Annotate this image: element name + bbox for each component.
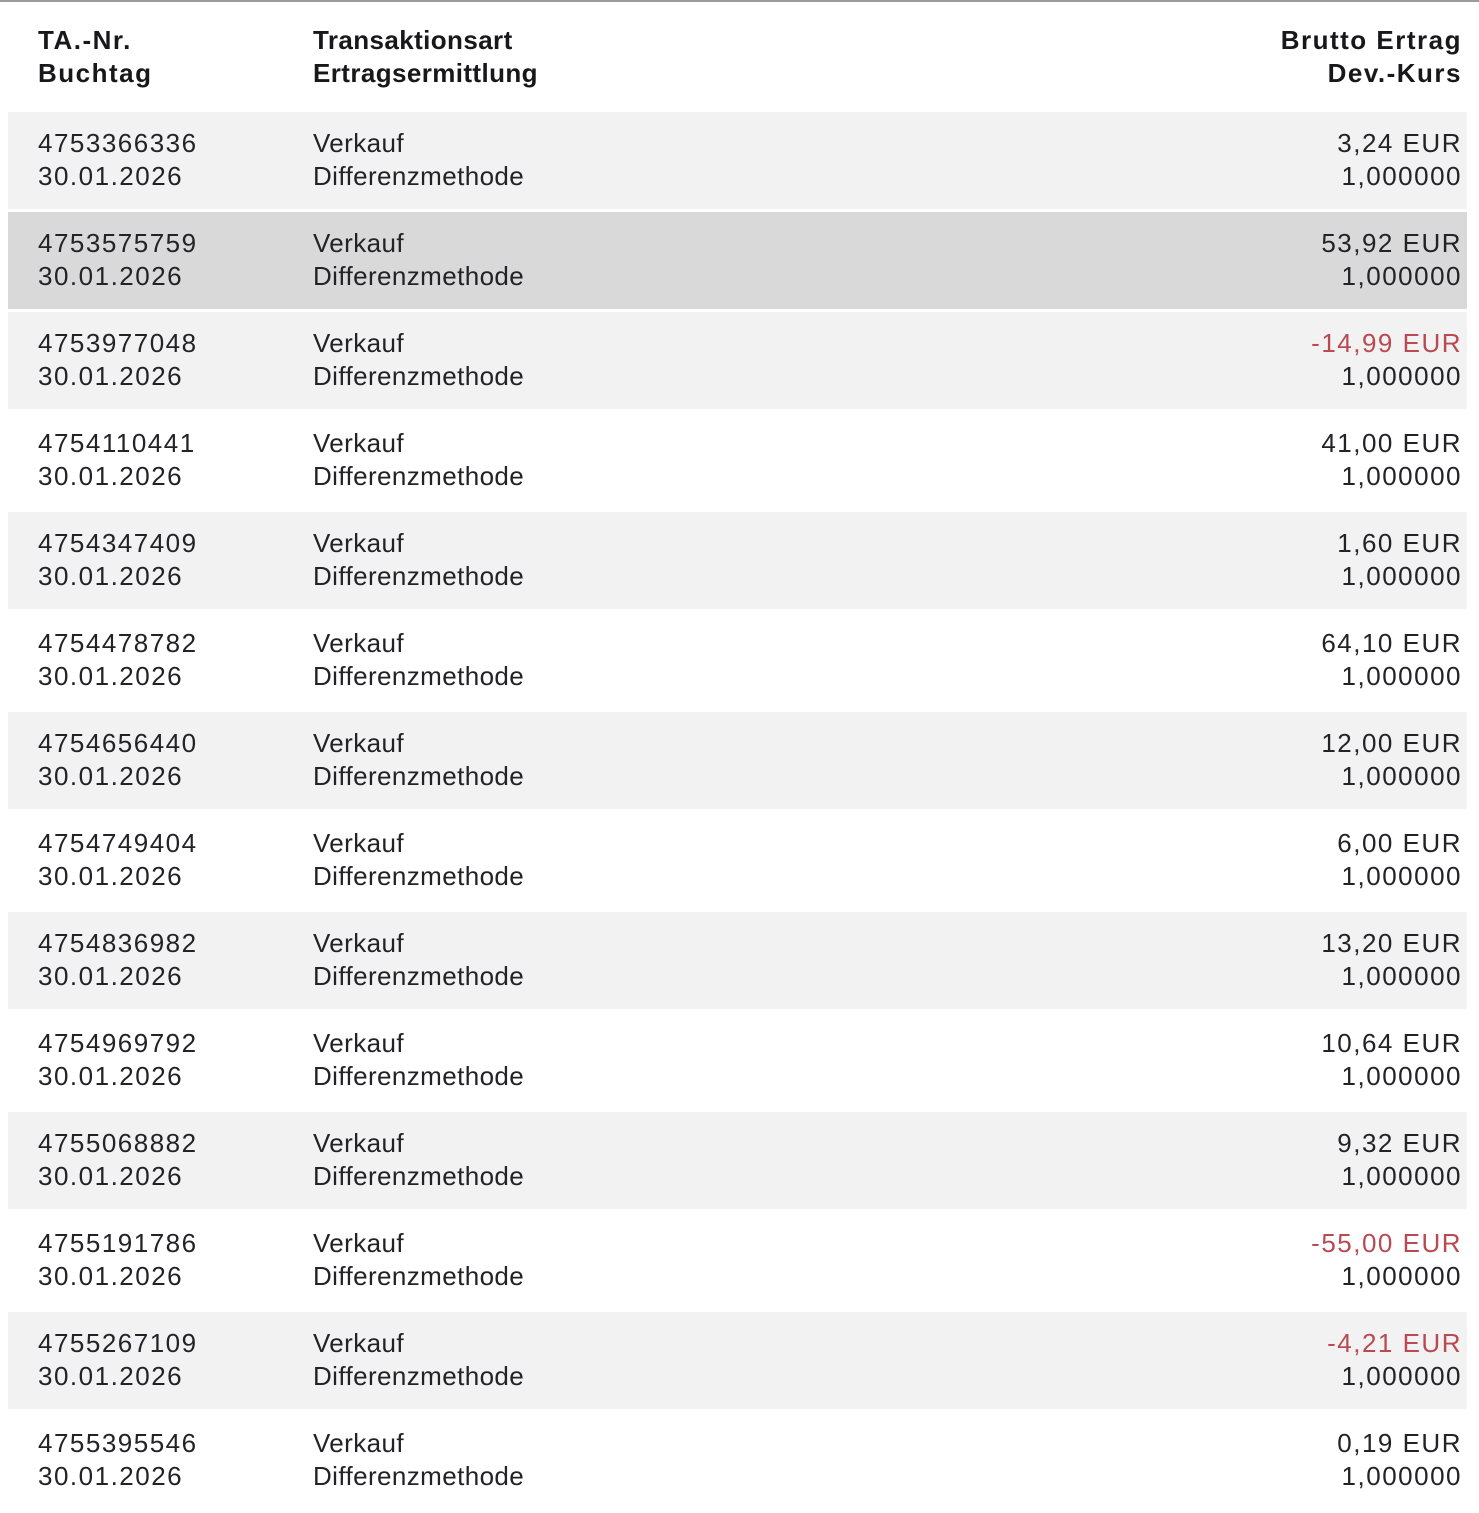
cell-transaktionsart [313,527,1337,609]
transaktionsart-value: Verkauf [313,828,404,858]
brutto-ertrag-value: 64,10 EUR [1321,628,1462,658]
table-header [8,24,1467,90]
buchtag-value: 30.01.2026 [38,161,184,191]
header-col-ta-nr-buchtag [38,24,313,90]
ta-nr-value: 4753977048 [38,328,198,358]
transaction-row[interactable] [8,512,1467,609]
ertragsermittlung-value: Differenzmethode [313,761,525,791]
dev-kurs-value: 1,000000 [1341,1261,1462,1291]
brutto-ertrag-value: 53,92 EUR [1321,228,1462,258]
dev-kurs-value: 1,000000 [1341,461,1462,491]
transaction-row[interactable] [8,112,1467,209]
cell-ta-nr-buchtag [38,427,313,509]
transaction-row[interactable] [8,1012,1467,1109]
ta-nr-value: 4754836982 [38,928,198,958]
buchtag-value: 30.01.2026 [38,361,184,391]
buchtag-value: 30.01.2026 [38,561,184,591]
transaction-row[interactable] [8,812,1467,909]
dev-kurs-value: 1,000000 [1341,761,1462,791]
buchtag-value: 30.01.2026 [38,1361,184,1391]
cell-brutto-ertrag [1321,1027,1462,1109]
ta-nr-value: 4754478782 [38,628,198,658]
cell-brutto-ertrag [1337,1427,1462,1509]
dev-kurs-value: 1,000000 [1341,1461,1462,1491]
transaction-row[interactable] [8,1112,1467,1209]
transaction-row[interactable] [8,1312,1467,1409]
transaktionsart-value: Verkauf [313,428,404,458]
cell-ta-nr-buchtag [38,627,313,709]
cell-transaktionsart [313,1127,1337,1209]
transaktionsart-value: Verkauf [313,1328,404,1358]
ertragsermittlung-value: Differenzmethode [313,1461,525,1491]
dev-kurs-value: 1,000000 [1341,661,1462,691]
ta-nr-value: 4755191786 [38,1228,198,1258]
buchtag-value: 30.01.2026 [38,661,184,691]
ertragsermittlung-value: Differenzmethode [313,561,525,591]
ta-nr-value: 4754969792 [38,1028,198,1058]
ertragsermittlung-value: Differenzmethode [313,361,525,391]
ta-nr-value: 4753575759 [38,228,198,258]
dev-kurs-value: 1,000000 [1341,1061,1462,1091]
transaktionsart-value: Verkauf [313,1028,404,1058]
brutto-ertrag-value: 12,00 EUR [1321,728,1462,758]
ertragsermittlung-value: Differenzmethode [313,661,525,691]
ta-nr-value: 4754110441 [38,428,196,458]
header-col-brutto-ertrag [1281,24,1462,90]
cell-transaktionsart [313,1227,1311,1309]
brutto-ertrag-value: -4,21 EUR [1327,1328,1462,1358]
transaktionsart-value: Verkauf [313,1428,404,1458]
cell-brutto-ertrag [1321,227,1462,309]
cell-brutto-ertrag [1337,827,1462,909]
dev-kurs-value: 1,000000 [1341,861,1462,891]
dev-kurs-value: 1,000000 [1341,1361,1462,1391]
cell-brutto-ertrag [1321,627,1462,709]
header-brutto-ertrag-label: Brutto Ertrag [1280,25,1462,55]
ta-nr-value: 4754656440 [38,728,198,758]
buchtag-value: 30.01.2026 [38,1061,184,1091]
cell-brutto-ertrag [1327,1327,1462,1409]
cell-transaktionsart [313,727,1321,809]
brutto-ertrag-value: -14,99 EUR [1311,328,1462,358]
top-divider [0,0,1479,2]
header-dev-kurs-label: Dev.-Kurs [1327,58,1462,88]
ta-nr-value: 4754749404 [38,828,198,858]
ertragsermittlung-value: Differenzmethode [313,461,525,491]
cell-ta-nr-buchtag [38,1227,313,1309]
table-body [8,112,1467,1509]
dev-kurs-value: 1,000000 [1341,561,1462,591]
cell-brutto-ertrag [1321,427,1462,509]
dev-kurs-value: 1,000000 [1341,361,1462,391]
cell-transaktionsart [313,127,1337,209]
cell-transaktionsart [313,427,1321,509]
ertragsermittlung-value: Differenzmethode [313,1161,525,1191]
buchtag-value: 30.01.2026 [38,261,184,291]
cell-transaktionsart [313,327,1311,409]
cell-brutto-ertrag [1337,127,1462,209]
brutto-ertrag-value: 9,32 EUR [1337,1128,1462,1158]
ertragsermittlung-value: Differenzmethode [313,861,525,891]
cell-brutto-ertrag [1321,927,1462,1009]
dev-kurs-value: 1,000000 [1341,261,1462,291]
cell-ta-nr-buchtag [38,1127,313,1209]
cell-ta-nr-buchtag [38,227,313,309]
cell-brutto-ertrag [1311,327,1462,409]
transaktionsart-value: Verkauf [313,328,404,358]
transaktionsart-value: Verkauf [313,1128,404,1158]
transaktionsart-value: Verkauf [313,228,404,258]
ta-nr-value: 4755267109 [38,1328,198,1358]
ta-nr-value: 4754347409 [38,528,198,558]
brutto-ertrag-value: 13,20 EUR [1321,928,1462,958]
cell-transaktionsart [313,827,1337,909]
buchtag-value: 30.01.2026 [38,761,184,791]
transaction-row[interactable] [8,612,1467,709]
header-transaktionsart-label: Transaktionsart [313,25,513,55]
transaction-row[interactable] [8,712,1467,809]
cell-ta-nr-buchtag [38,1427,313,1509]
transaktionsart-value: Verkauf [313,628,404,658]
cell-transaktionsart [313,1327,1327,1409]
transaktionsart-value: Verkauf [313,728,404,758]
transaction-row[interactable] [8,1212,1467,1309]
buchtag-value: 30.01.2026 [38,1261,184,1291]
buchtag-value: 30.01.2026 [38,861,184,891]
cell-ta-nr-buchtag [38,127,313,209]
ertragsermittlung-value: Differenzmethode [313,1261,525,1291]
cell-transaktionsart [313,627,1321,709]
ertragsermittlung-value: Differenzmethode [313,261,525,291]
transaction-row[interactable] [8,412,1467,509]
brutto-ertrag-value: 10,64 EUR [1321,1028,1462,1058]
cell-transaktionsart [313,927,1321,1009]
cell-ta-nr-buchtag [38,927,313,1009]
transaction-row[interactable] [8,912,1467,1009]
header-buchtag-label: Buchtag [38,58,153,88]
cell-ta-nr-buchtag [38,727,313,809]
buchtag-value: 30.01.2026 [38,1461,184,1491]
cell-ta-nr-buchtag [38,1327,313,1409]
ertragsermittlung-value: Differenzmethode [313,161,525,191]
transaktionsart-value: Verkauf [313,528,404,558]
header-col-transaktionsart [313,24,1281,90]
transaction-row[interactable] [8,212,1467,309]
ertragsermittlung-value: Differenzmethode [313,1361,525,1391]
cell-transaktionsart [313,1027,1321,1109]
ta-nr-value: 4753366336 [38,128,198,158]
cell-ta-nr-buchtag [38,827,313,909]
cell-brutto-ertrag [1337,1127,1462,1209]
brutto-ertrag-value: -55,00 EUR [1311,1228,1462,1258]
transaktionsart-value: Verkauf [313,1228,404,1258]
brutto-ertrag-value: 1,60 EUR [1337,528,1462,558]
dev-kurs-value: 1,000000 [1341,161,1462,191]
brutto-ertrag-value: 0,19 EUR [1337,1428,1462,1458]
buchtag-value: 30.01.2026 [38,961,184,991]
transaktionsart-value: Verkauf [313,128,404,158]
transaction-row[interactable] [8,312,1467,409]
header-ertragsermittlung-label: Ertragsermittlung [313,58,538,88]
transaction-row[interactable] [8,1412,1467,1509]
ta-nr-value: 4755068882 [38,1128,198,1158]
ertragsermittlung-value: Differenzmethode [313,1061,525,1091]
dev-kurs-value: 1,000000 [1341,1161,1462,1191]
cell-ta-nr-buchtag [38,1027,313,1109]
cell-transaktionsart [313,1427,1337,1509]
cell-brutto-ertrag [1311,1227,1462,1309]
buchtag-value: 30.01.2026 [38,461,184,491]
cell-ta-nr-buchtag [38,327,313,409]
brutto-ertrag-value: 41,00 EUR [1321,428,1462,458]
dev-kurs-value: 1,000000 [1341,961,1462,991]
transaktionsart-value: Verkauf [313,928,404,958]
brutto-ertrag-value: 6,00 EUR [1337,828,1462,858]
cell-ta-nr-buchtag [38,527,313,609]
cell-transaktionsart [313,227,1321,309]
cell-brutto-ertrag [1321,727,1462,809]
ta-nr-value: 4755395546 [38,1428,198,1458]
brutto-ertrag-value: 3,24 EUR [1337,128,1462,158]
cell-brutto-ertrag [1337,527,1462,609]
buchtag-value: 30.01.2026 [38,1161,184,1191]
header-ta-nr-label: TA.-Nr. [38,25,132,55]
ertragsermittlung-value: Differenzmethode [313,961,525,991]
